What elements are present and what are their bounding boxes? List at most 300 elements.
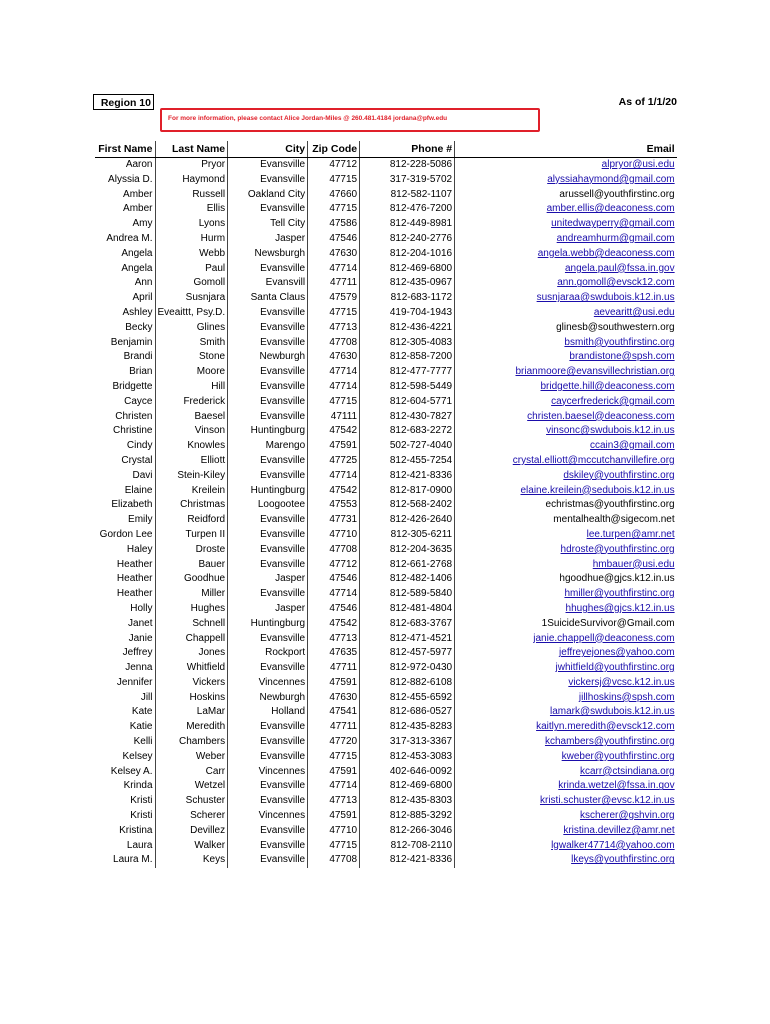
table-row	[95, 572, 677, 587]
phone-cell: 812-421-8336	[360, 853, 455, 868]
email-link[interactable]: vinsonc@swdubois.k12.in.us	[546, 425, 675, 437]
email-cell	[455, 750, 677, 765]
zip-cell: 47635	[308, 646, 360, 661]
first-name-cell: Laura M.	[95, 853, 155, 868]
email-cell	[455, 484, 677, 499]
table-row	[95, 454, 677, 469]
email-link[interactable]: alyssiahaymond@gmail.com	[547, 173, 675, 185]
email-link[interactable]: ann.gomoll@evsck12.com	[557, 277, 675, 289]
phone-cell: 502-727-4040	[360, 439, 455, 454]
contacts-table	[95, 141, 677, 868]
first-name-cell: Andrea M.	[95, 232, 155, 247]
first-name-cell: Amber	[95, 188, 155, 203]
last-name-cell: Miller	[155, 587, 228, 602]
last-name-cell: Keys	[155, 853, 228, 868]
phone-cell: 812-436-4221	[360, 321, 455, 336]
zip-cell: 47708	[308, 853, 360, 868]
col-zip-code: Zip Code	[308, 141, 360, 158]
zip-cell: 47715	[308, 202, 360, 217]
last-name-cell: Hill	[155, 380, 228, 395]
last-name-cell: Stein-Kiley	[155, 469, 228, 484]
first-name-cell: Elaine	[95, 484, 155, 499]
table-row	[95, 735, 677, 750]
last-name-cell: Turpen II	[155, 528, 228, 543]
city-cell: Newsburgh	[228, 247, 308, 262]
last-name-cell: Haymond	[155, 173, 228, 188]
email-cell	[455, 188, 677, 203]
zip-cell: 47714	[308, 469, 360, 484]
email-cell	[455, 705, 677, 720]
phone-cell: 812-204-1016	[360, 247, 455, 262]
header-row	[95, 141, 677, 158]
email-link[interactable]: bsmith@youthfirstinc.org	[564, 336, 675, 348]
email-cell	[455, 276, 677, 291]
city-cell: Evansville	[228, 306, 308, 321]
zip-cell: 47715	[308, 839, 360, 854]
last-name-cell: Ellis	[155, 202, 228, 217]
table-row	[95, 824, 677, 839]
first-name-cell: Elizabeth	[95, 498, 155, 513]
email-cell	[455, 824, 677, 839]
email-cell	[455, 779, 677, 794]
city-cell: Oakland City	[228, 188, 308, 203]
phone-cell: 812-455-7254	[360, 454, 455, 469]
last-name-cell: Pryor	[155, 158, 228, 173]
last-name-cell: Bauer	[155, 558, 228, 573]
first-name-cell: Cindy	[95, 439, 155, 454]
phone-cell: 812-455-6592	[360, 691, 455, 706]
last-name-cell: Smith	[155, 336, 228, 351]
zip-cell: 47630	[308, 691, 360, 706]
table-row	[95, 247, 677, 262]
first-name-cell: Janet	[95, 617, 155, 632]
email-cell	[455, 765, 677, 780]
zip-cell: 47713	[308, 321, 360, 336]
first-name-cell: Kristi	[95, 794, 155, 809]
first-name-cell: Heather	[95, 587, 155, 602]
region-label: Region 10	[93, 94, 154, 110]
first-name-cell: Angela	[95, 262, 155, 277]
email-link[interactable]: jillhoskins@spsh.com	[578, 691, 675, 703]
email-link[interactable]: kristi.schuster@evsc.k12.in.us	[539, 795, 675, 807]
email-link[interactable]: hmbauer@usi.edu	[592, 558, 675, 570]
email-link[interactable]: brandistone@spsh.com	[569, 351, 675, 363]
first-name-cell: Jenna	[95, 661, 155, 676]
zip-cell: 47546	[308, 232, 360, 247]
table-row	[95, 558, 677, 573]
phone-cell: 812-457-5977	[360, 646, 455, 661]
last-name-cell: Lyons	[155, 217, 228, 232]
email-cell	[455, 469, 677, 484]
zip-cell: 47713	[308, 632, 360, 647]
email-cell	[455, 365, 677, 380]
email-link[interactable]: lee.turpen@amr.net	[586, 528, 675, 540]
last-name-cell: Vinson	[155, 424, 228, 439]
last-name-cell: Hoskins	[155, 691, 228, 706]
zip-cell: 47714	[308, 262, 360, 277]
email-text: mentalhealth@sigecom.net	[553, 514, 675, 526]
last-name-cell: Meredith	[155, 720, 228, 735]
city-cell: Evansville	[228, 336, 308, 351]
zip-cell: 47714	[308, 587, 360, 602]
first-name-cell: Haley	[95, 543, 155, 558]
phone-cell: 812-204-3635	[360, 543, 455, 558]
zip-cell: 47708	[308, 543, 360, 558]
phone-cell: 812-661-2768	[360, 558, 455, 573]
zip-cell: 47630	[308, 350, 360, 365]
first-name-cell: Janie	[95, 632, 155, 647]
email-cell	[455, 202, 677, 217]
last-name-cell: LaMar	[155, 705, 228, 720]
zip-cell: 47586	[308, 217, 360, 232]
city-cell: Evansville	[228, 395, 308, 410]
first-name-cell: Becky	[95, 321, 155, 336]
last-name-cell: Carr	[155, 765, 228, 780]
email-text: arussell@youthfirstinc.org	[559, 188, 675, 200]
col-last-name: Last Name	[155, 141, 228, 158]
col-email: Email	[455, 141, 677, 158]
phone-cell: 317-319-5702	[360, 173, 455, 188]
phone-cell: 812-435-0967	[360, 276, 455, 291]
phone-cell: 812-240-2776	[360, 232, 455, 247]
email-link[interactable]: jwhitfield@youthfirstinc.org	[555, 662, 675, 674]
email-link[interactable]: kscherer@gshvin.org	[579, 810, 675, 822]
email-link[interactable]: hdroste@youthfirstinc.org	[560, 543, 675, 555]
phone-cell: 812-430-7827	[360, 410, 455, 425]
email-cell	[455, 291, 677, 306]
email-cell	[455, 306, 677, 321]
first-name-cell: Bridgette	[95, 380, 155, 395]
city-cell: Marengo	[228, 439, 308, 454]
email-link[interactable]: ccain3@gmail.com	[590, 440, 675, 452]
table-row	[95, 232, 677, 247]
table-row	[95, 839, 677, 854]
table-row	[95, 809, 677, 824]
zip-cell: 47712	[308, 558, 360, 573]
zip-cell: 47542	[308, 424, 360, 439]
email-link[interactable]: jeffreyejones@yahoo.com	[559, 647, 675, 659]
zip-cell: 47715	[308, 173, 360, 188]
zip-cell: 47710	[308, 528, 360, 543]
email-link[interactable]: christen.baesel@deaconess.com	[527, 410, 675, 422]
city-cell: Jasper	[228, 232, 308, 247]
first-name-cell: Amy	[95, 217, 155, 232]
table-row	[95, 484, 677, 499]
email-link[interactable]: angela.webb@deaconess.com	[537, 247, 675, 259]
phone-cell: 812-885-3292	[360, 809, 455, 824]
email-link[interactable]: kristina.devillez@amr.net	[563, 824, 675, 836]
email-link[interactable]: brianmoore@evansvillechristian.org	[515, 366, 675, 378]
table-row	[95, 661, 677, 676]
zip-cell: 47712	[308, 158, 360, 173]
last-name-cell: Stone	[155, 350, 228, 365]
phone-cell: 812-817-0900	[360, 484, 455, 499]
email-cell	[455, 794, 677, 809]
city-cell: Evansville	[228, 454, 308, 469]
email-cell	[455, 217, 677, 232]
last-name-cell: Eveaittt, Psy.D.	[155, 306, 228, 321]
city-cell: Loogootee	[228, 498, 308, 513]
first-name-cell: Gordon Lee	[95, 528, 155, 543]
email-cell	[455, 587, 677, 602]
last-name-cell: Devillez	[155, 824, 228, 839]
email-cell	[455, 558, 677, 573]
last-name-cell: Paul	[155, 262, 228, 277]
email-link[interactable]: hmiller@youthfirstinc.org	[564, 588, 675, 600]
first-name-cell: Crystal	[95, 454, 155, 469]
phone-cell: 317-313-3367	[360, 735, 455, 750]
email-cell	[455, 676, 677, 691]
zip-cell: 47714	[308, 380, 360, 395]
city-cell: Evansville	[228, 513, 308, 528]
email-cell	[455, 513, 677, 528]
phone-cell: 812-449-8981	[360, 217, 455, 232]
zip-cell: 47591	[308, 765, 360, 780]
email-cell	[455, 853, 677, 868]
city-cell: Evansville	[228, 365, 308, 380]
email-text: hgoodhue@gjcs.k12.in.us	[559, 573, 675, 585]
email-link[interactable]: lamark@swdubois.k12.in.us	[549, 706, 675, 718]
last-name-cell: Christmas	[155, 498, 228, 513]
last-name-cell: Wetzel	[155, 779, 228, 794]
email-cell	[455, 439, 677, 454]
city-cell: Evansville	[228, 779, 308, 794]
zip-cell: 47714	[308, 779, 360, 794]
table-row	[95, 262, 677, 277]
table-row	[95, 750, 677, 765]
last-name-cell: Gomoll	[155, 276, 228, 291]
last-name-cell: Weber	[155, 750, 228, 765]
email-link[interactable]: lkeys@youthfirstinc.org	[571, 854, 675, 866]
email-link[interactable]: caycerfrederick@gmail.com	[551, 395, 675, 407]
zip-cell: 47715	[308, 750, 360, 765]
table-row	[95, 646, 677, 661]
table-row	[95, 691, 677, 706]
city-cell: Evansville	[228, 558, 308, 573]
city-cell: Jasper	[228, 602, 308, 617]
table-row	[95, 173, 677, 188]
email-cell	[455, 350, 677, 365]
email-link[interactable]: andreamhurm@gmail.com	[556, 232, 675, 244]
table-row	[95, 617, 677, 632]
table-row	[95, 291, 677, 306]
table-row	[95, 779, 677, 794]
city-cell: Santa Claus	[228, 291, 308, 306]
table-row	[95, 602, 677, 617]
city-cell: Evansville	[228, 632, 308, 647]
first-name-cell: Brian	[95, 365, 155, 380]
table-row	[95, 513, 677, 528]
last-name-cell: Glines	[155, 321, 228, 336]
city-cell: Huntingburg	[228, 484, 308, 499]
phone-cell: 402-646-0092	[360, 765, 455, 780]
city-cell: Evansville	[228, 173, 308, 188]
zip-cell: 47542	[308, 484, 360, 499]
first-name-cell: Jennifer	[95, 676, 155, 691]
city-cell: Evansville	[228, 528, 308, 543]
city-cell: Evansville	[228, 794, 308, 809]
col-city: City	[228, 141, 308, 158]
email-link[interactable]: kweber@youthfirstinc.org	[561, 750, 675, 762]
city-cell: Evansville	[228, 839, 308, 854]
last-name-cell: Baesel	[155, 410, 228, 425]
email-cell	[455, 809, 677, 824]
first-name-cell: Kelsey A.	[95, 765, 155, 780]
city-cell: Holland	[228, 705, 308, 720]
city-cell: Evansville	[228, 720, 308, 735]
first-name-cell: Kelli	[95, 735, 155, 750]
table-row	[95, 765, 677, 780]
table-row	[95, 587, 677, 602]
phone-cell: 812-568-2402	[360, 498, 455, 513]
email-link[interactable]: unitedwayperry@gmail.com	[551, 218, 675, 230]
email-text: 1SuicideSurvivor@Gmail.com	[541, 617, 675, 629]
city-cell: Huntingburg	[228, 424, 308, 439]
zip-cell: 47546	[308, 572, 360, 587]
first-name-cell: Heather	[95, 572, 155, 587]
phone-cell: 812-972-0430	[360, 661, 455, 676]
zip-cell: 47715	[308, 395, 360, 410]
city-cell: Evansvill	[228, 276, 308, 291]
last-name-cell: Moore	[155, 365, 228, 380]
first-name-cell: Jeffrey	[95, 646, 155, 661]
email-link[interactable]: lgwalker47714@yahoo.com	[551, 839, 675, 851]
email-link[interactable]: aevearitt@usi.edu	[593, 306, 675, 318]
phone-cell: 812-582-1107	[360, 188, 455, 203]
first-name-cell: Christen	[95, 410, 155, 425]
table-row	[95, 853, 677, 868]
last-name-cell: Goodhue	[155, 572, 228, 587]
city-cell: Evansville	[228, 321, 308, 336]
first-name-cell: Aaron	[95, 158, 155, 173]
zip-cell: 47711	[308, 720, 360, 735]
zip-cell: 47710	[308, 824, 360, 839]
last-name-cell: Vickers	[155, 676, 228, 691]
last-name-cell: Kreilein	[155, 484, 228, 499]
email-cell	[455, 454, 677, 469]
email-link[interactable]: crystal.elliott@mccutchanvillefire.org	[512, 454, 675, 466]
email-cell	[455, 691, 677, 706]
last-name-cell: Scherer	[155, 809, 228, 824]
email-link[interactable]: alpryor@usi.edu	[601, 159, 675, 170]
phone-cell: 812-435-8283	[360, 720, 455, 735]
phone-cell: 812-858-7200	[360, 350, 455, 365]
zip-cell: 47715	[308, 306, 360, 321]
last-name-cell: Droste	[155, 543, 228, 558]
email-link[interactable]: kcarr@ctsindiana.org	[579, 765, 675, 777]
phone-cell: 419-704-1943	[360, 306, 455, 321]
email-cell	[455, 158, 677, 173]
phone-cell: 812-421-8336	[360, 469, 455, 484]
phone-cell: 812-476-7200	[360, 202, 455, 217]
first-name-cell: Davi	[95, 469, 155, 484]
zip-cell: 47711	[308, 661, 360, 676]
zip-cell: 47660	[308, 188, 360, 203]
first-name-cell: Kelsey	[95, 750, 155, 765]
phone-cell: 812-477-7777	[360, 365, 455, 380]
first-name-cell: Amber	[95, 202, 155, 217]
table-row	[95, 439, 677, 454]
city-cell: Vincennes	[228, 809, 308, 824]
table-row	[95, 676, 677, 691]
first-name-cell: Cayce	[95, 395, 155, 410]
phone-cell: 812-686-0527	[360, 705, 455, 720]
city-cell: Evansville	[228, 158, 308, 173]
city-cell: Evansville	[228, 543, 308, 558]
email-link[interactable]: vickersj@vcsc.k12.in.us	[568, 676, 675, 688]
phone-cell: 812-228-5086	[360, 158, 455, 173]
city-cell: Evansville	[228, 587, 308, 602]
city-cell: Evansville	[228, 750, 308, 765]
email-link[interactable]: dskiley@youthfirstinc.org	[563, 469, 675, 481]
table-row	[95, 632, 677, 647]
first-name-cell: Benjamin	[95, 336, 155, 351]
phone-cell: 812-683-1172	[360, 291, 455, 306]
phone-cell: 812-453-3083	[360, 750, 455, 765]
city-cell: Tell City	[228, 217, 308, 232]
city-cell: Vincennes	[228, 765, 308, 780]
phone-cell: 812-426-2640	[360, 513, 455, 528]
zip-cell: 47591	[308, 809, 360, 824]
first-name-cell: Katie	[95, 720, 155, 735]
email-link[interactable]: kaitlyn.meredith@evsck12.com	[536, 721, 675, 733]
city-cell: Evansville	[228, 262, 308, 277]
email-cell	[455, 602, 677, 617]
table-row	[95, 794, 677, 809]
city-cell: Newburgh	[228, 691, 308, 706]
email-link[interactable]: amber.ellis@deaconess.com	[546, 203, 675, 215]
first-name-cell: Emily	[95, 513, 155, 528]
email-cell	[455, 262, 677, 277]
city-cell: Evansville	[228, 202, 308, 217]
email-link[interactable]: hhughes@gjcs.k12.in.us	[565, 602, 675, 614]
email-cell	[455, 528, 677, 543]
email-link[interactable]: kchambers@youthfirstinc.org	[544, 736, 675, 748]
first-name-cell: Heather	[95, 558, 155, 573]
contact-note: For more information, please contact Alice Jordan-Miles @ 260.481.4184 jordana@pfw.edu	[160, 108, 540, 132]
email-text: glinesb@southwestern.org	[556, 321, 675, 333]
last-name-cell: Chambers	[155, 735, 228, 750]
email-cell	[455, 498, 677, 513]
table-row	[95, 350, 677, 365]
email-link[interactable]: elaine.kreilein@sedubois.k12.in.us	[520, 484, 675, 496]
email-link[interactable]: angela.paul@fssa.in.gov	[564, 262, 675, 274]
email-cell	[455, 380, 677, 395]
email-link[interactable]: janie.chappell@deaconess.com	[533, 632, 675, 644]
table-row	[95, 705, 677, 720]
phone-cell: 812-598-5449	[360, 380, 455, 395]
last-name-cell: Knowles	[155, 439, 228, 454]
phone-cell: 812-266-3046	[360, 824, 455, 839]
zip-cell: 47111	[308, 410, 360, 425]
table-row	[95, 469, 677, 484]
email-link[interactable]: susnjaraa@swdubois.k12.in.us	[536, 292, 675, 304]
phone-cell: 812-482-1406	[360, 572, 455, 587]
first-name-cell: Kate	[95, 705, 155, 720]
table-row	[95, 720, 677, 735]
email-link[interactable]: krinda.wetzel@fssa.in.gov	[558, 780, 675, 792]
phone-cell: 812-708-2110	[360, 839, 455, 854]
first-name-cell: Krinda	[95, 779, 155, 794]
email-link[interactable]: bridgette.hill@deaconess.com	[540, 380, 675, 392]
city-cell: Evansville	[228, 824, 308, 839]
table-row	[95, 188, 677, 203]
city-cell: Rockport	[228, 646, 308, 661]
first-name-cell: Christine	[95, 424, 155, 439]
last-name-cell: Walker	[155, 839, 228, 854]
zip-cell: 47541	[308, 705, 360, 720]
last-name-cell: Hughes	[155, 602, 228, 617]
